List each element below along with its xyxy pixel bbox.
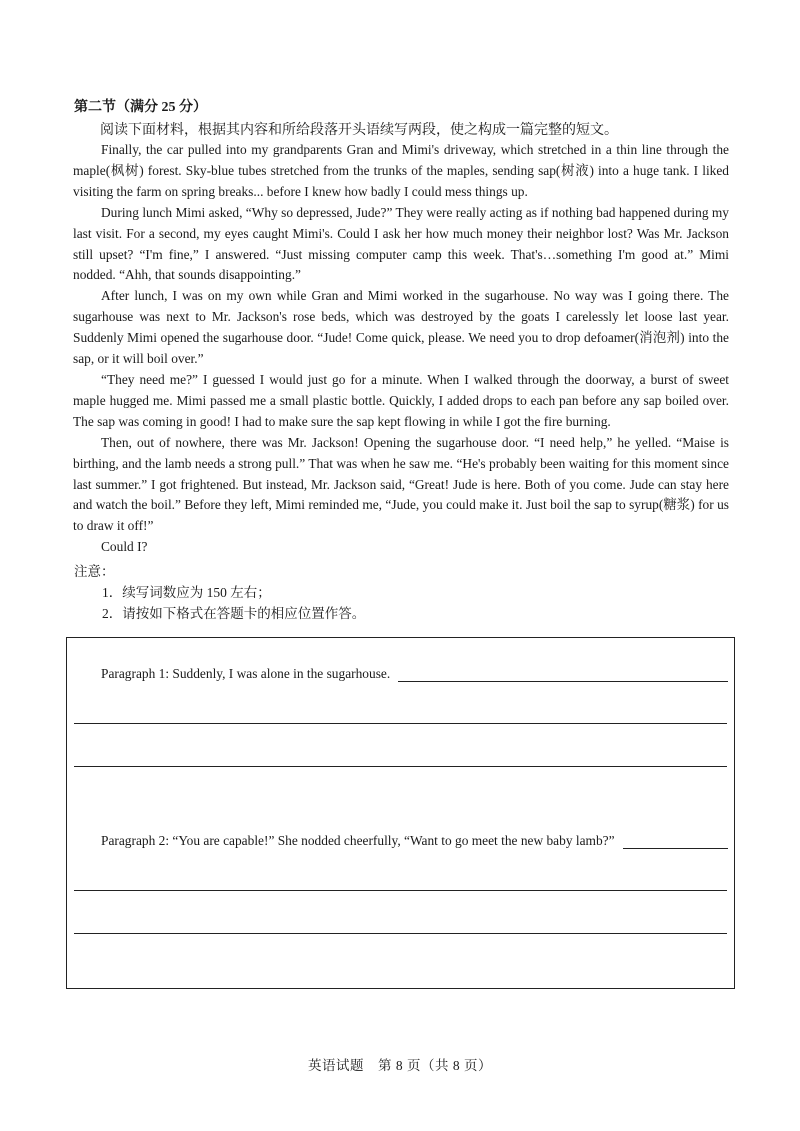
paragraph-2-label: Paragraph 2: “You are capable!” She nodded cheerfully, “Want to go meet the new baby lamb?”	[101, 833, 615, 848]
notes-heading: 注意：	[74, 564, 115, 579]
passage-paragraph: Could I?	[101, 539, 148, 555]
paragraph-1-blank[interactable]	[398, 680, 728, 682]
paragraph-2-prompt	[101, 833, 728, 849]
writing-line[interactable]	[74, 766, 727, 767]
writing-line[interactable]	[74, 933, 727, 934]
page-footer: 英语试题 第 8 页（共 8 页）	[308, 1058, 492, 1073]
writing-line[interactable]	[74, 723, 727, 724]
reading-passage	[73, 140, 729, 558]
writing-line[interactable]	[74, 890, 727, 891]
passage-paragraph: Then, out of nowhere, there was Mr. Jackson! Opening the sugarhouse door. “I need help,” he yelled. “Maise is birthing, and the lamb needs a strong pull.” That was when he saw me. “He's probably been waiting for this moment since last summer.” I got frightened. But instead, Mr. Jackson said, “Great! Jude is here. Both of you come. Jude can stay here and watch the boil.” Before they left, Mimi reminded me, “Jude, you could make it. Just boil the sap to syrup(糖浆) for us to draw it off!”	[73, 434, 729, 534]
paragraph-2-blank[interactable]	[623, 847, 728, 849]
note-item: 1．续写词数应为 150 左右；	[102, 585, 271, 600]
section-title: 第二节（满分 25 分）	[74, 100, 207, 115]
paragraph-1-label: Paragraph 1: Suddenly, I was alone in the sugarhouse.	[101, 666, 391, 681]
section-instruction: 阅读下面材料，根据其内容和所给段落开头语续写两段，使之构成一篇完整的短文。	[100, 123, 618, 138]
passage-paragraph: During lunch Mimi asked, “Why so depressed, Jude?” They were really acting as if nothing bad happened during my last visit. For a second, my eyes caught Mimi's. Could I ask her how much money their neighbor lost? Was Mr. Jackson still upset? “I'm fine,” I answered. “Just missing computer camp this week. That's…something I'm good at.” Mimi nodded. “Ahh, that sounds disappointing.”	[73, 204, 729, 283]
passage-paragraph: After lunch, I was on my own while Gran and Mimi worked in the sugarhouse. No way was I going there. The sugarhouse was next to Mr. Jackson's rose beds, which was destroyed by the goats I carelessly let loose last year. Suddenly Mimi opened the sugarhouse door. “Jude! Come quick, please. We need you to drop defoamer(消泡剂) into the sap, or it will boil over.”	[73, 288, 729, 367]
notes-section	[74, 561, 365, 624]
passage-paragraph: Finally, the car pulled into my grandparents Gran and Mimi's driveway, which stretched in a thin line through the maple(枫树) forest. Sky-blue tubes stretched from the trunks of the maples, sending sap(树液) into a huge tank. I liked visiting the farm on spring breaks... before I knew how badly I could mess things up.	[73, 142, 729, 199]
note-item: 2．请按如下格式在答题卡的相应位置作答。	[102, 606, 366, 621]
paragraph-1-prompt	[101, 666, 728, 682]
answer-box	[66, 637, 735, 989]
passage-paragraph: “They need me?” I guessed I would just go for a minute. When I walked through the doorway, a burst of sweet maple hugged me. Mimi passed me a small plastic bottle. Quickly, I added drops to each pan before any sap boiled over. The sap was coming in good! I had to make sure the sap kept flowing in while I got the fire burning.	[73, 371, 729, 429]
